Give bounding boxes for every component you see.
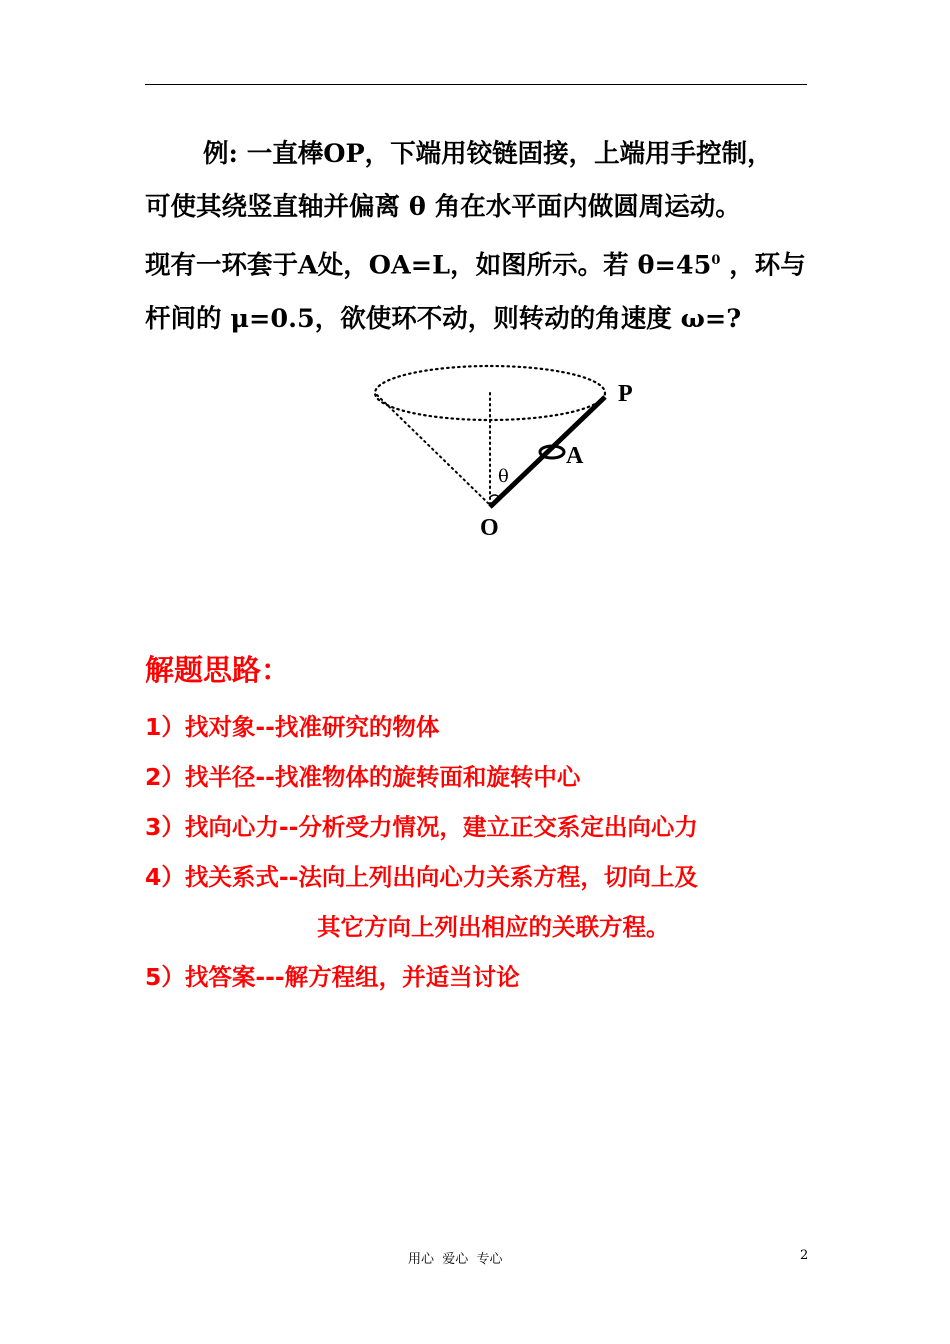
label-theta: θ bbox=[498, 466, 509, 487]
problem-line-4: 杆间的 μ=0.5，欲使环不动，则转动的角速度 ω=? bbox=[145, 303, 742, 334]
degree-superscript: 0 bbox=[711, 253, 721, 268]
header-rule bbox=[145, 84, 807, 85]
footer-motto: 用心 爱心 专心 bbox=[408, 1252, 503, 1267]
cone-diagram bbox=[360, 345, 660, 555]
solution-steps bbox=[145, 702, 825, 1002]
step-2: 2）找半径--找准物体的旋转面和旋转中心 bbox=[145, 763, 581, 791]
label-O: O bbox=[480, 515, 499, 541]
problem-statement bbox=[145, 128, 813, 346]
step-4-continued: 其它方向上列出相应的关联方程。 bbox=[317, 913, 670, 941]
rod-OP bbox=[490, 397, 605, 507]
step-3: 3）找向心力--分析受力情况，建立正交系定出向心力 bbox=[145, 813, 698, 841]
page-number: 2 bbox=[800, 1248, 809, 1263]
problem-line-3-text: 现有一环套于A处，OA=L，如图所示。若 θ=45 bbox=[145, 250, 712, 281]
theta-arc bbox=[490, 495, 499, 497]
problem-line-2: 可使其绕竖直轴并偏离 θ 角在水平面内做圆周运动。 bbox=[145, 192, 741, 222]
problem-line-3-tail: ，环与 bbox=[720, 250, 806, 281]
problem-line-3 bbox=[145, 234, 813, 293]
label-P: P bbox=[618, 381, 633, 407]
label-A: A bbox=[566, 443, 584, 469]
step-5: 5）找答案---解方程组，并适当讨论 bbox=[145, 963, 520, 991]
solution-title: 解题思路： bbox=[145, 653, 291, 687]
cone-left-edge bbox=[377, 395, 490, 505]
step-1: 1）找对象--找准研究的物体 bbox=[145, 713, 440, 741]
cone-rotation-figure bbox=[360, 345, 660, 555]
step-4: 4）找关系式--法向上列出向心力关系方程，切向上及 bbox=[145, 863, 698, 891]
problem-line-1: 例: 一直棒OP，下端用铰链固接，上端用手控制， bbox=[203, 139, 773, 169]
